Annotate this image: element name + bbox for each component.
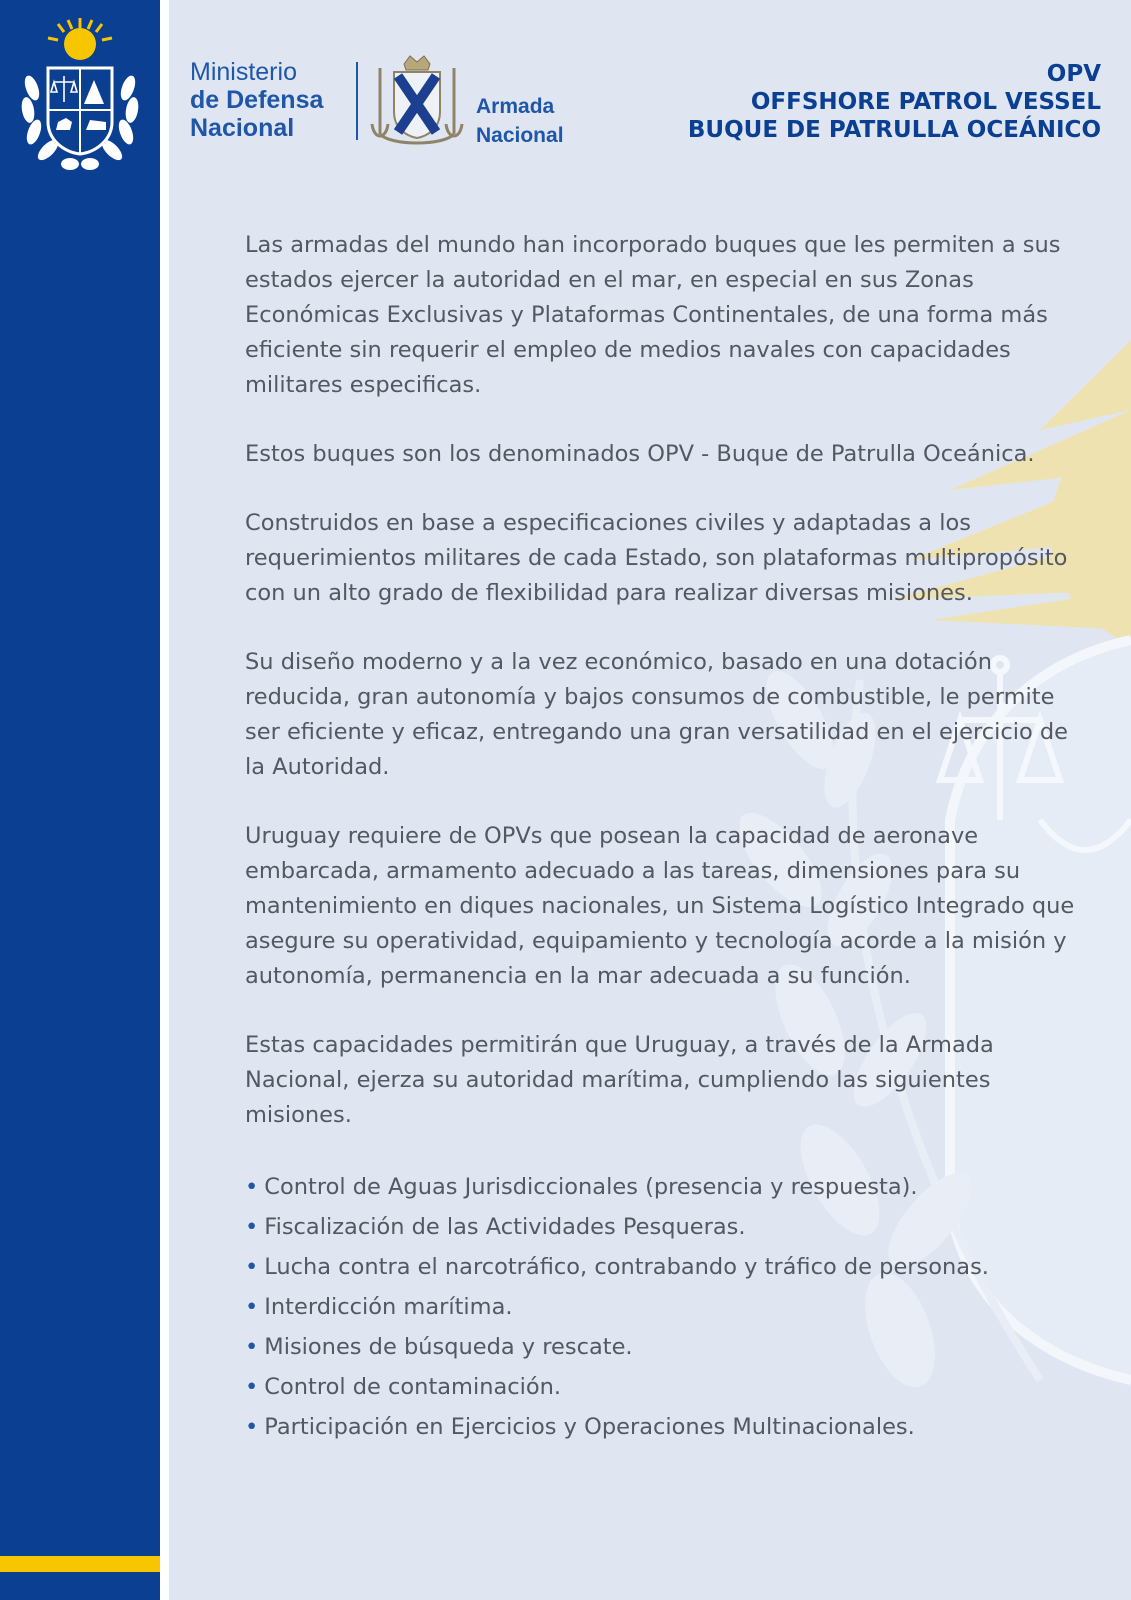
side-divider xyxy=(160,0,169,1600)
ministry-logo-line3: Nacional xyxy=(190,114,295,142)
armada-logo-line1: Armada xyxy=(476,95,555,118)
armada-logo-text xyxy=(476,92,564,150)
missions-list xyxy=(245,1167,1075,1447)
side-band xyxy=(0,0,160,1600)
uruguay-coat-of-arms-icon xyxy=(18,18,142,174)
header-divider xyxy=(356,62,358,140)
paragraph: Su diseño moderno y a la vez económico, basado en una dotación reducida, gran autonomía y bajos consumos de combustible, le permite ser eficiente y eficaz, entregando una gran versatilidad en el ejercicio de la Autoridad. xyxy=(245,649,1069,780)
paragraph: Construidos en base a especificaciones civiles y adaptadas a los requerimientos militares de cada Estado, son plataformas multipropósito con un alto grado de flexibilidad para realizar diversas misiones. xyxy=(245,510,1068,606)
mission-item: • Fiscalización de las Actividades Pesqueras. xyxy=(245,1207,1075,1247)
mission-item: • Control de Aguas Jurisdiccionales (presencia y respuesta). xyxy=(245,1167,1075,1207)
paragraph: Las armadas del mundo han incorporado buques que les permiten a sus estados ejercer la autoridad en el mar, en especial en sus Zonas Económicas Exclusivas y Plataformas Continentales, de una forma más eficiente sin requerir el empleo de medios navales con capacidades militares especificas. xyxy=(245,232,1061,398)
paragraph: Uruguay requiere de OPVs que posean la capacidad de aeronave embarcada, armamento adecuado a las tareas, dimensiones para su mantenimiento en diques nacionales, un Sistema Logístico Integrado que asegure su operatividad, equipamiento y tecnología acorde a la misión y autonomía, permanencia en la mar adecuada a su función. xyxy=(245,823,1075,989)
ministry-logo-line2: de Defensa xyxy=(190,86,324,114)
side-gold-stripe xyxy=(0,1556,160,1572)
document-body xyxy=(245,228,1075,1447)
title-line-opv: OPV xyxy=(1046,61,1101,87)
armada-logo-line2: Nacional xyxy=(476,124,564,147)
armada-anchor-emblem-icon xyxy=(370,54,464,150)
mission-item: • Misiones de búsqueda y rescate. xyxy=(245,1327,1075,1367)
title-line-spanish: BUQUE DE PATRULLA OCEÁNICO xyxy=(687,117,1101,143)
mission-item: • Control de contaminación. xyxy=(245,1367,1075,1407)
paragraph: Estos buques son los denominados OPV - Buque de Patrulla Oceánica. xyxy=(245,441,1035,467)
ministry-logo-line1: Ministerio xyxy=(190,58,297,86)
mission-item: • Lucha contra el narcotráfico, contrabando y tráfico de personas. xyxy=(245,1247,1075,1287)
mission-item: • Interdicción marítima. xyxy=(245,1287,1075,1327)
document-title xyxy=(688,60,1101,144)
paragraph: Estas capacidades permitirán que Uruguay, a través de la Armada Nacional, ejerza su autoridad marítima, cumpliendo las siguientes misiones. xyxy=(245,1032,994,1128)
title-line-english: OFFSHORE PATROL VESSEL xyxy=(750,89,1101,115)
ministry-logo xyxy=(190,58,340,142)
mission-item: • Participación en Ejercicios y Operaciones Multinacionales. xyxy=(245,1407,1075,1447)
